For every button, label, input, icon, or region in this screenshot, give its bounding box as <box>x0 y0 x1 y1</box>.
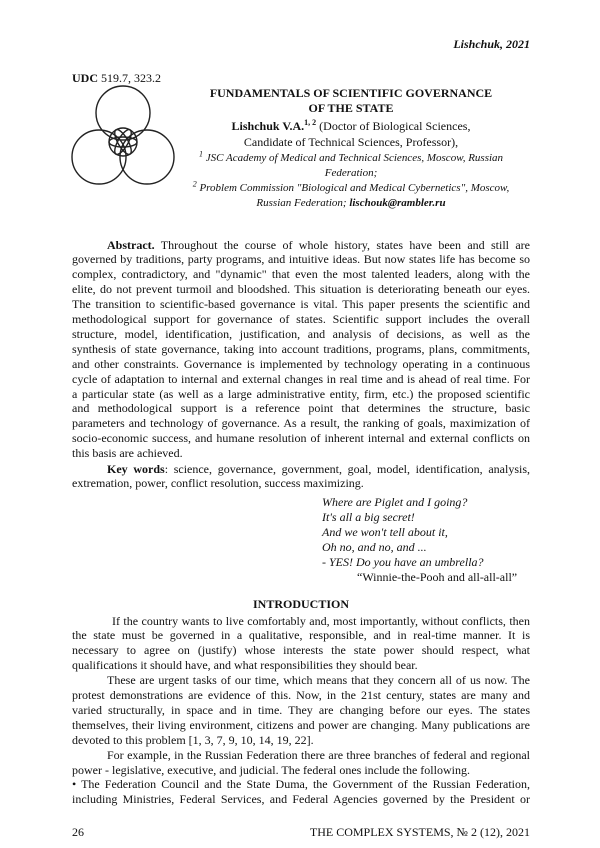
epigraph-line: - YES! Do you have an umbrella? <box>322 554 484 569</box>
keywords-line: extremation, power, conflict resolution, success maximizing. <box>72 476 364 491</box>
epigraph <box>322 495 484 570</box>
intro-line: the state must be governed in a qualitative, responsible, and in real-time manner. It is <box>72 628 530 643</box>
keywords-label: Key words <box>107 461 165 476</box>
affiliation-mark: 2 <box>192 178 197 188</box>
abstract-line: complex, contradictory, and "dynamic" that even the most talented leaders, along with the <box>72 267 530 282</box>
abstract-line: socio-economic success, and humane resolution of inherent internal and external conflicts on <box>72 431 530 446</box>
epigraph-line: Oh no, and no, and ... <box>322 539 427 554</box>
abstract-line: and methodological support is a reference point that determines the structure, basic <box>72 401 530 416</box>
keywords <box>72 462 530 492</box>
abstract-line: cycle of adaptation to internal and external changes in real time and is ahead of real time. For <box>72 371 530 386</box>
affiliation-line <box>172 178 530 196</box>
page-number: 26 <box>72 824 84 839</box>
section-heading: INTRODUCTION <box>252 596 349 611</box>
affiliation-text: Problem Commission "Biological and Medical Cybernetics", Moscow, <box>199 181 510 194</box>
abstract-line: a particular state (as well as a large administrative entity, firm, etc.) the proposed scientific <box>72 386 530 401</box>
running-head: Lishchuk, 2021 <box>453 37 530 51</box>
abstract <box>72 238 530 462</box>
author-name: Lishchuk V.A. <box>231 119 305 133</box>
affiliation-line <box>172 148 530 166</box>
author-line <box>172 118 530 134</box>
list-item-line: • The Federation Council and the State Duma, the Government of the Russian Federation, <box>72 777 530 792</box>
paper-title <box>172 86 530 116</box>
abstract-label: Abstract. <box>107 237 155 252</box>
epigraph-line: It's all a big secret! <box>322 509 415 524</box>
author-affiliation-marks: 1, 2 <box>304 118 317 127</box>
epigraph-line: Where are Piglet and I going? <box>322 494 468 509</box>
abstract-line: elite, do not prevent turmoil and bloodshed. This situation is deteriorating beneath our eyes. <box>72 282 530 297</box>
abstract-line: parameters and technology of governance. As a result, the ranking of goals, maximization of <box>72 416 530 431</box>
abstract-line: synthesis of state governance, taking into account traditions, programs, plans, commitments, <box>72 341 530 356</box>
abstract-line: The transition to scientific-based governance is vital. This paper presents the scientific and <box>72 297 530 312</box>
author-credentials: Candidate of Technical Sciences, Professor), <box>243 135 459 149</box>
intro-line: protest demonstrations are evidence of this. Now, in the 21st century, states are many and <box>72 688 530 703</box>
intro-line: If the country wants to live comfortably and, most importantly, without conflicts, then <box>112 613 530 628</box>
intro-line: For example, in the Russian Federation there are three branches of federal and regional <box>107 747 530 762</box>
abstract-line: methodological support for governance of states. Scientific support includes the overall <box>72 312 530 327</box>
list-item-line: including Ministries, Federal Services, and Federal Agencies governed by the President or <box>72 792 530 807</box>
affiliation-text: JSC Academy of Medical and Technical Sciences, Moscow, Russian <box>205 151 504 164</box>
author-credentials: (Doctor of Biological Sciences, <box>319 119 471 133</box>
intro-line: devoted to this problem [1, 3, 7, 9, 10, 14, 19, 22]. <box>72 732 314 747</box>
keywords-line <box>72 462 530 477</box>
affiliation-text: Federation; <box>324 166 378 179</box>
intro-line: necessary to agree on (justify) whose interests the state power should respect, what <box>72 643 530 658</box>
abstract-text: Throughout the course of whole history, states have been and still are <box>160 237 530 252</box>
affiliation-mark: 1 <box>198 148 203 158</box>
abstract-line: structure, model, identification, justification, and analysis of decisions, as well as the <box>72 326 530 341</box>
abstract-line <box>72 238 530 253</box>
udc-value: 519.7, 323.2 <box>101 71 161 85</box>
intro-line: themselves, their living environment, citizens and power are changing. Many publications are <box>72 717 530 732</box>
udc-label: UDC <box>72 71 98 85</box>
affiliation-line <box>172 196 530 211</box>
abstract-line: and other constraints. Governance is implemented by technology operating in a continuous <box>72 356 530 371</box>
intro-line: These are urgent tasks of our time, which means that they concern all of us now. The <box>107 673 530 688</box>
introduction <box>72 614 530 808</box>
journal-footer: THE COMPLEX SYSTEMS, № 2 (12), 2021 <box>309 824 530 839</box>
title-line: OF THE STATE <box>308 100 394 115</box>
affiliations <box>172 148 530 211</box>
affiliation-text: Russian Federation; <box>256 196 347 209</box>
three-circles-emblem-icon <box>68 83 178 193</box>
keywords-text: : science, governance, government, goal, model, identification, analysis, <box>164 461 530 476</box>
author-block <box>172 118 530 150</box>
author-email: lischouk@rambler.ru <box>349 196 446 209</box>
intro-line: power - legislative, executive, and judicial. The federal ones include the following. <box>72 762 470 777</box>
intro-line: varied structurally, in space and in time. They are changing before our eyes. The states <box>72 702 530 717</box>
epigraph-line: And we won't tell about it, <box>322 524 448 539</box>
abstract-line: this basis are achieved. <box>72 446 183 461</box>
abstract-line: governed by traditions, party programs, and intuitive ideas. But now states life has become so <box>72 252 530 267</box>
epigraph-attribution: “Winnie-the-Pooh and all-all-all” <box>357 569 518 584</box>
title-line: FUNDAMENTALS OF SCIENTIFIC GOVERNANCE <box>209 85 493 100</box>
intro-line: qualifications it should have, and what responsibilities they should bear. <box>72 658 418 673</box>
